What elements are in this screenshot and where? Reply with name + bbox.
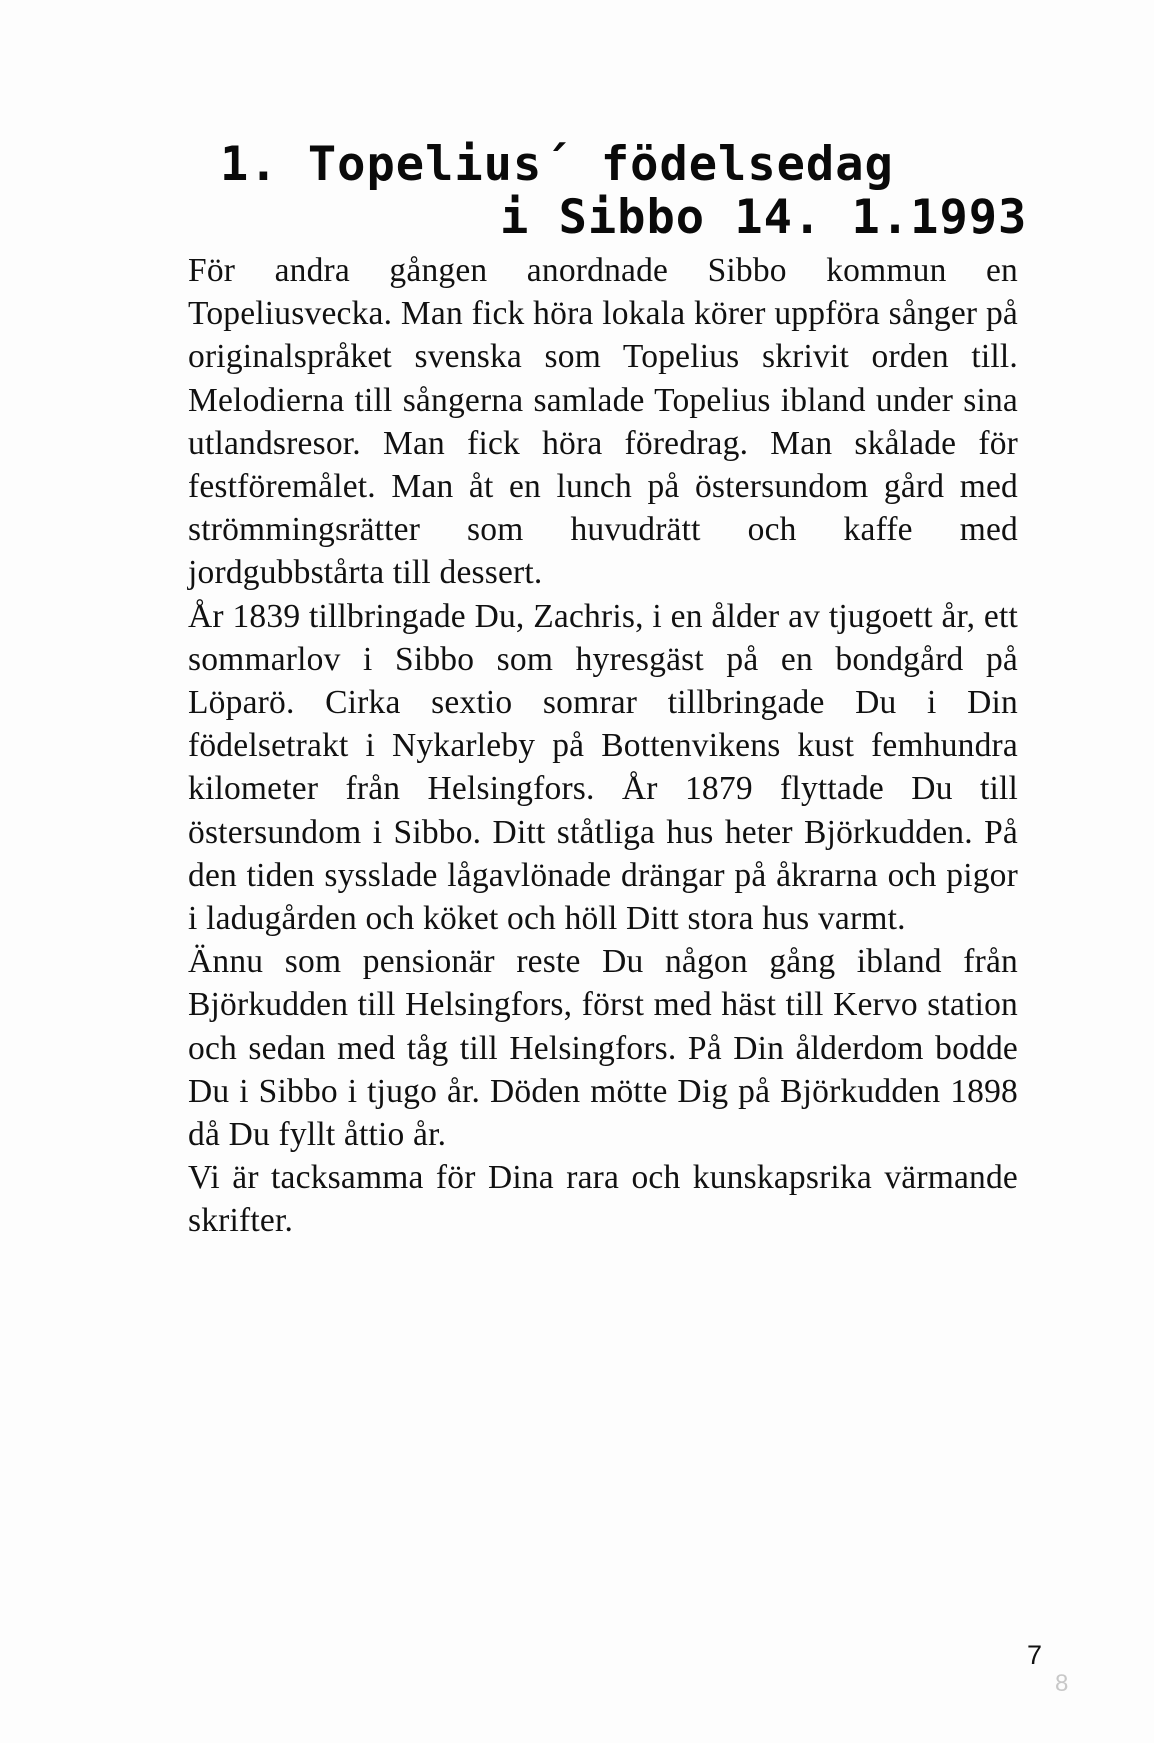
paragraph-1: För andra gången anordnade Sibbo kommun en Topeliusvecka. Man fick höra lokala körer uppföra sånger på originalspråket svenska som Topelius skrivit orden till. Melodierna till sångerna samlade Topelius ibland under sina utlandsresor. Man fick höra föredrag. Man skålade för festföremålet. Man åt en lunch på östersundom gård med strömmingsrätter som huvudrätt och kaffe med jordgubbstårta till dessert. [188, 252, 1018, 592]
paragraph-2: År 1839 tillbringade Du, Zachris, i en ålder av tjugoett år, ett sommarlov i Sibbo som hyresgäst på en bondgård på Löparö. Cirka sextio somrar tillbringade Du i Din födelsetrakt i Nykarleby på Bottenvikens kust femhundra kilometer från Helsingfors. År 1879 flyttade Du till östersundom i Sibbo. Ditt ståtliga hus heter Björkudden. På den tiden sysslade lågavlönade drängar på åkrarna och pigor i ladugården och köket och höll Ditt stora hus varmt. [188, 597, 1018, 938]
paragraph-4: Vi är tacksamma för Dina rara och kunskapsrika värmande skrifter. [188, 1159, 1018, 1240]
heading-line-2: i Sibbo 14. 1.1993 [500, 190, 1028, 245]
heading-line-1: 1. Topelius´ födelsedag [220, 137, 894, 192]
bleed-through-page-number: 8 [1055, 1670, 1069, 1697]
page-number: 7 [1027, 1640, 1043, 1670]
paragraph-3: Ännu som pensionär reste Du någon gång ibland från Björkudden till Helsingfors, först med häst till Kervo station och sedan med tåg till Helsingfors. På Din ålderdom bodde Du i Sibbo i tjugo år. Döden mötte Dig på Björkudden 1898 då Du fyllt åttio år. [188, 943, 1018, 1154]
body-text [188, 249, 1018, 1243]
